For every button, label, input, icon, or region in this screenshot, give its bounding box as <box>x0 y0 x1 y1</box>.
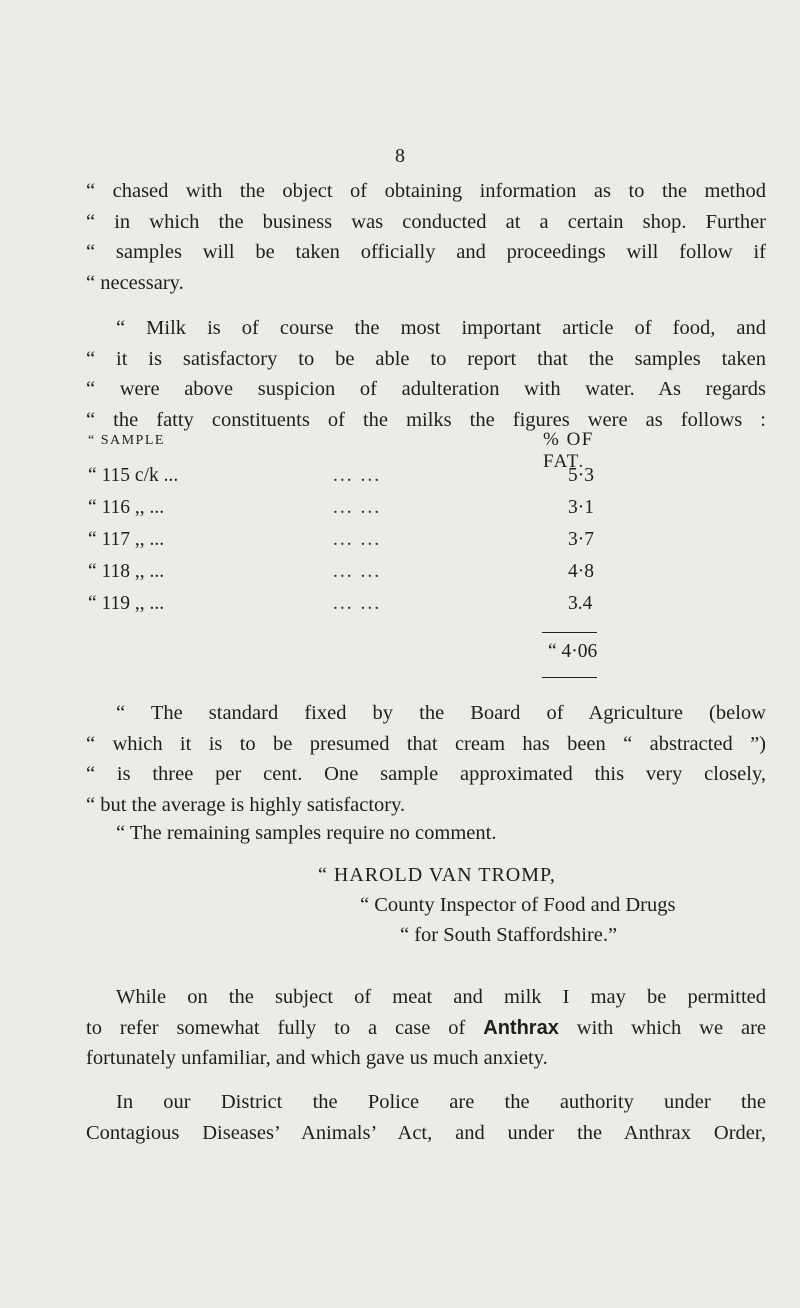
sample-id: “ 117 ,, ... <box>88 529 165 550</box>
column-header-fat: % OF FAT. <box>543 429 594 472</box>
paragraph-milk <box>86 313 766 435</box>
column-header-sample: “ SAMPLE <box>88 433 165 448</box>
leader-dots: ... ... <box>333 529 382 550</box>
average-value: “ 4·06 <box>548 641 598 662</box>
sum-rule-top <box>542 632 597 633</box>
text-line: “ which it is to be presumed that cream has been “ abstracted ”) <box>86 732 766 755</box>
text-line: “ is three per cent. One sample approximated this very closely, <box>86 763 766 785</box>
text-line: “ Milk is of course the most important article of food, and <box>116 317 766 339</box>
table-row <box>88 497 608 527</box>
text-line: “ necessary. <box>86 271 184 294</box>
sample-id: “ 118 ,, ... <box>88 561 165 582</box>
sample-id: “ 115 c/k ... <box>88 465 179 486</box>
signature-name: “ HAROLD VAN TROMP, <box>318 864 556 886</box>
text-line: Contagious Diseases’ Animals’ Act, and under the Anthrax Order, <box>86 1121 766 1144</box>
leader-dots: ... ... <box>333 497 382 518</box>
text-line: “ the fatty constituents of the milks the figures were as follows : <box>86 408 766 431</box>
fat-value: 3·1 <box>568 497 594 518</box>
fat-value: 4·8 <box>568 561 594 582</box>
sum-rule-bottom <box>542 677 597 678</box>
paragraph-report-continuation <box>86 176 766 298</box>
signature-title: “ County Inspector of Food and Drugs <box>360 894 676 916</box>
paragraph-standard <box>86 698 766 820</box>
text-fragment: to refer somewhat fully to a case of <box>86 1016 466 1039</box>
sample-id: “ 116 ,, ... <box>88 497 165 518</box>
signature-place: “ for South Staffordshire.” <box>400 924 618 946</box>
paragraph-remaining <box>86 818 766 849</box>
table-row <box>88 465 608 495</box>
text-line: “ samples will be taken officially and proceedings will follow if <box>86 241 766 263</box>
text-line: “ The standard fixed by the Board of Agriculture (below <box>116 702 766 724</box>
table-row <box>88 593 608 623</box>
fat-value: 3.4 <box>568 593 593 614</box>
anthrax-term: Anthrax <box>483 1016 559 1039</box>
table-row <box>88 529 608 559</box>
text-line <box>86 1013 766 1044</box>
text-line: fortunately unfamiliar, and which gave us much anxiety. <box>86 1047 548 1069</box>
text-fragment: with which we are <box>576 1016 767 1039</box>
paragraph-anthrax <box>86 982 766 1074</box>
fat-value: 3·7 <box>568 529 594 550</box>
leader-dots: ... ... <box>333 561 382 582</box>
paragraph-district <box>86 1087 766 1148</box>
text-line: “ were above suspicion of adulteration with water. As regards <box>86 378 766 400</box>
text-line: “ it is satisfactory to be able to report that the samples taken <box>86 347 766 370</box>
page-number: 8 <box>395 145 405 167</box>
text-line: “ chased with the object of obtaining information as to the method <box>86 180 766 202</box>
text-line: “ but the average is highly satisfactory. <box>86 793 406 816</box>
text-line: “ The remaining samples require no comment. <box>116 822 497 844</box>
sample-id: “ 119 ,, ... <box>88 593 165 614</box>
table-row <box>88 561 608 591</box>
text-line: “ in which the business was conducted at a certain shop. Further <box>86 210 766 233</box>
leader-dots: ... ... <box>333 593 382 614</box>
fat-value: 5·3 <box>568 465 594 486</box>
text-line: In our District the Police are the authority under the <box>116 1091 766 1113</box>
leader-dots: ... ... <box>333 465 382 486</box>
text-line: While on the subject of meat and milk I may be permitted <box>116 986 766 1008</box>
